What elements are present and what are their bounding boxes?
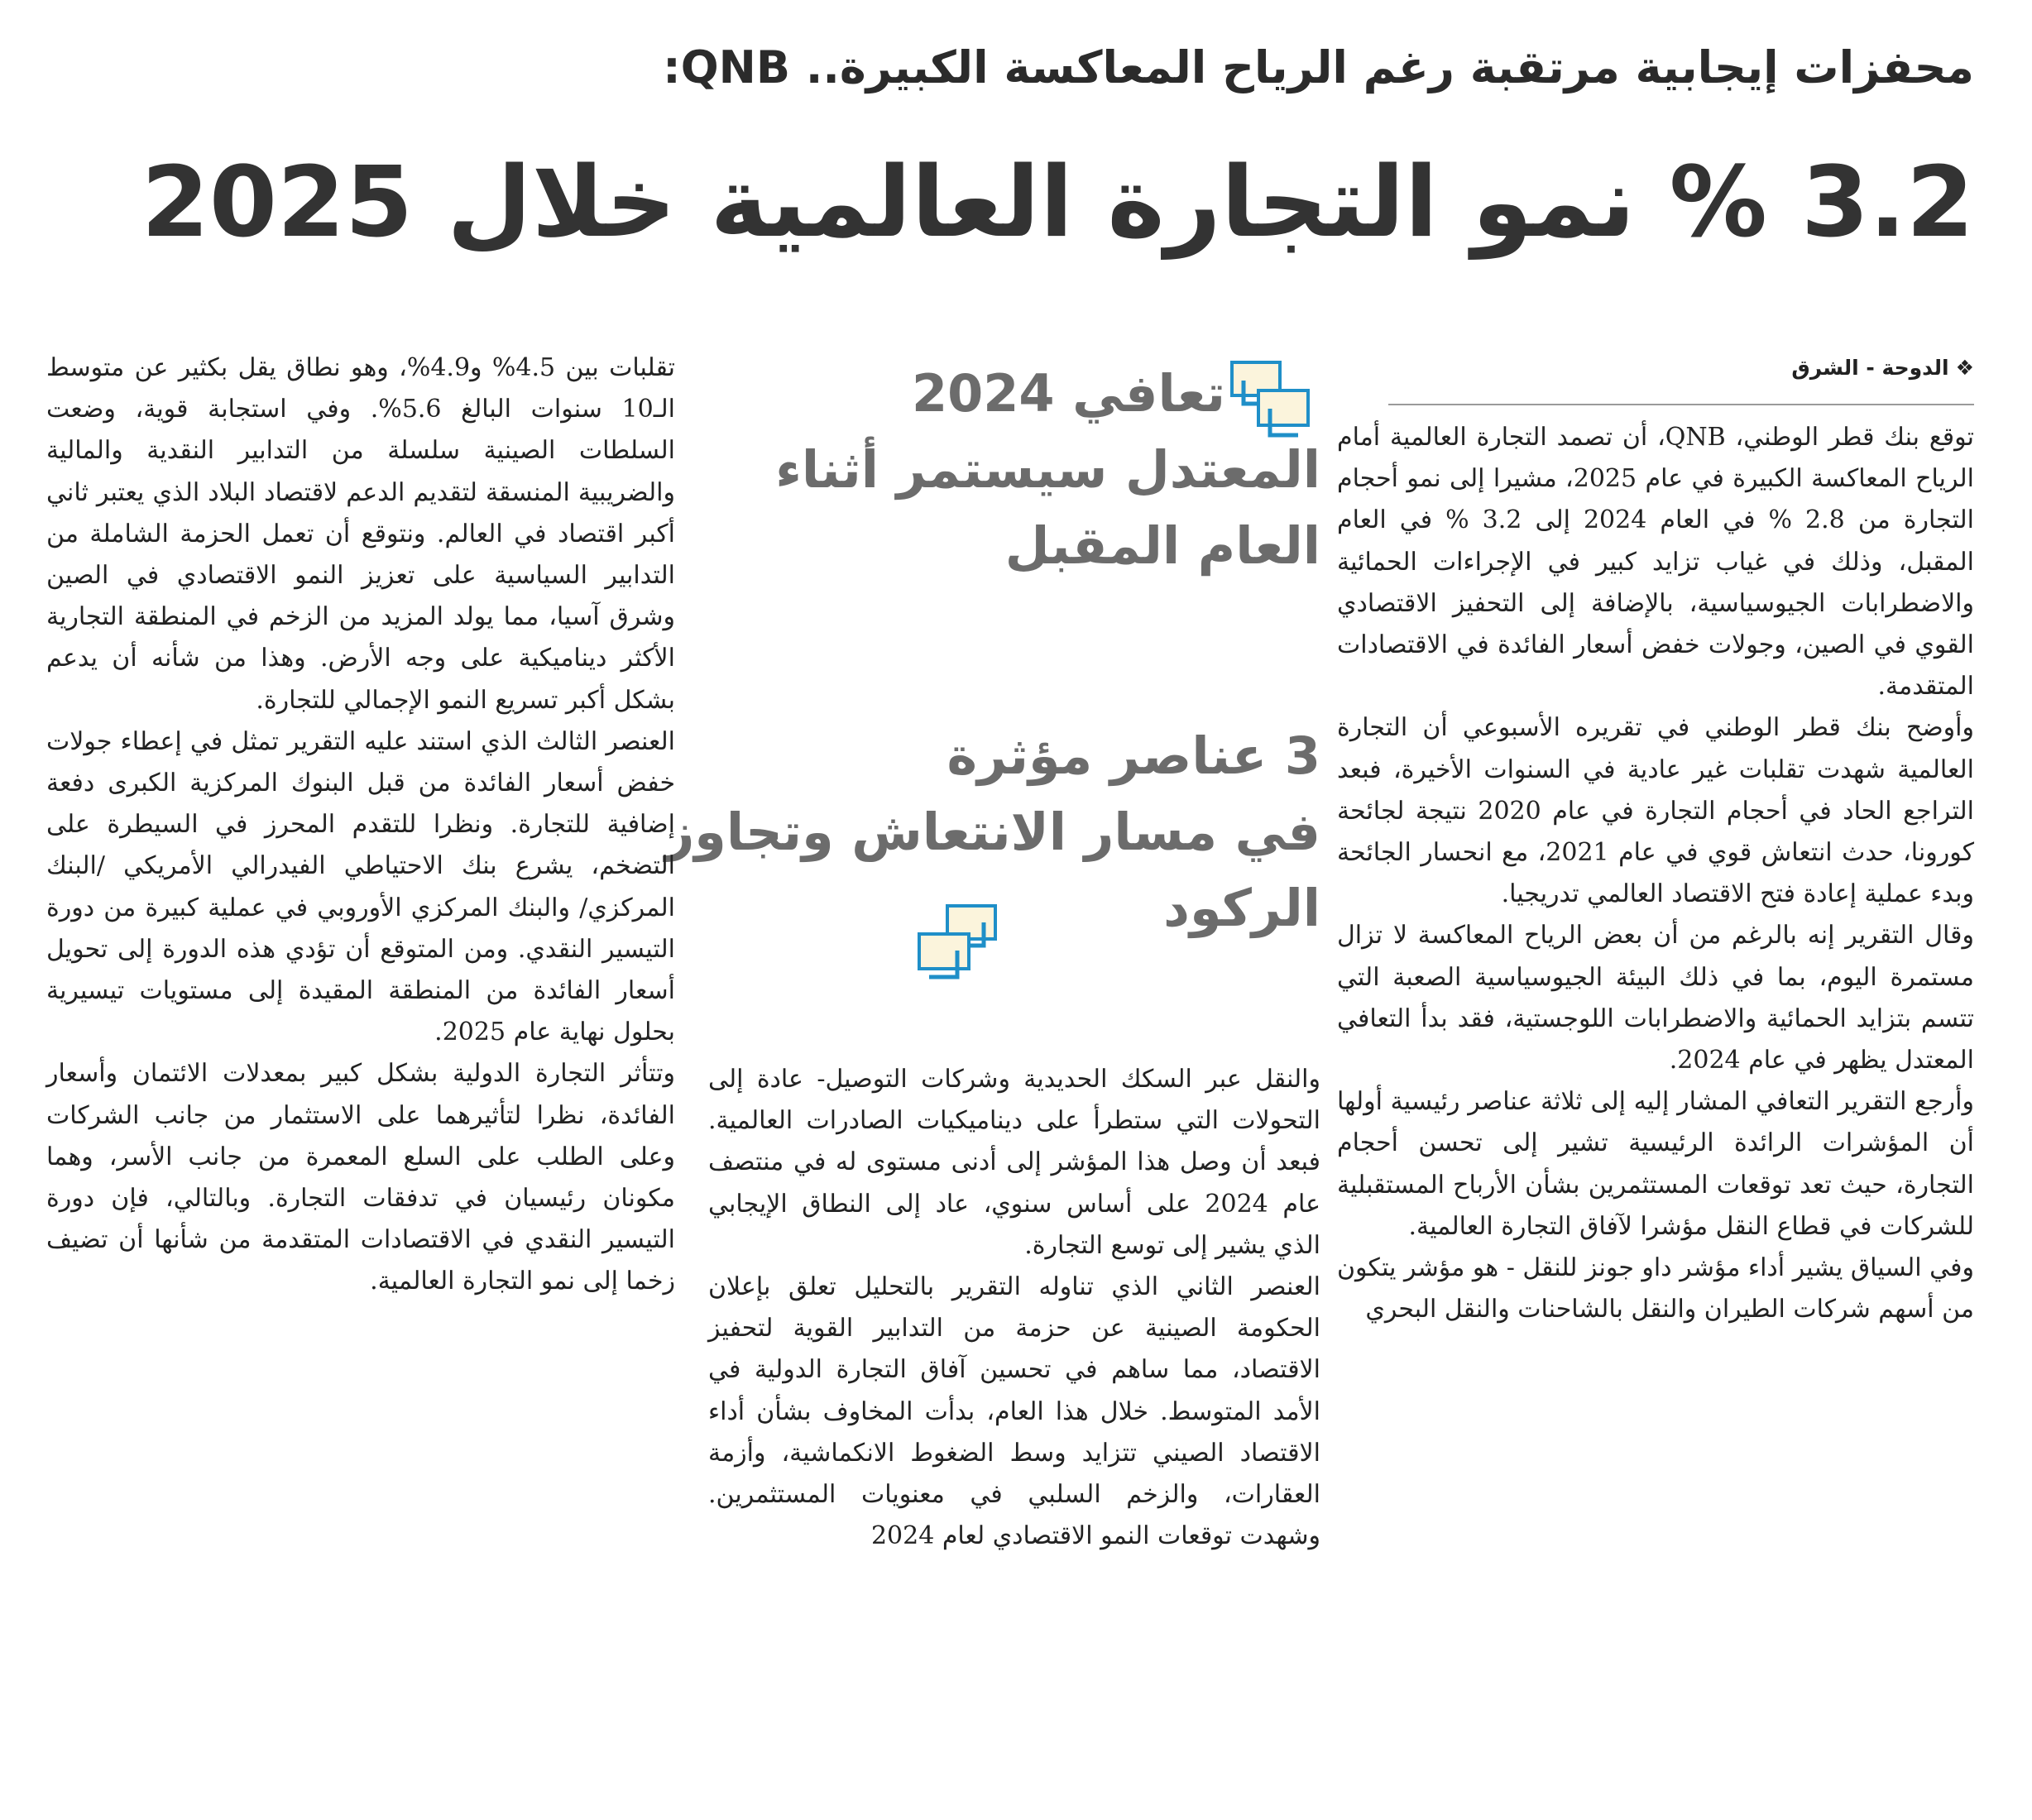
article-headline: 3.2 % نمو التجارة العالمية خلال 2025: [141, 145, 1974, 259]
paragraph: العنصر الثالث الذي استند عليه التقرير تمثل في إعطاء جولات خفض أسعار الفائدة من قبل البنوك المركزية الكبرى دفعة إضافية للتجارة. ونظرا للتقدم المحرز في السيطرة على التضخم، يشرع بنك الاحتياطي الفيدرالي الأمريكي /البنك المركزي/ والبنك المركزي الأوروبي في عملية كبيرة من دورة التيسير النقدي. ومن المتوقع أن تؤدي هذه الدورة إلى تحويل أسعار الفائدة من المنطقة المقيدة إلى مستويات تيسيرية بحلول نهاية عام 2025.: [46, 726, 675, 1047]
dateline: [1337, 347, 1974, 389]
dateline-text: الدوحة - الشرق: [1791, 356, 1949, 380]
paragraph: وأرجع التقرير التعافي المشار إليه إلى ثلاثة عناصر رئيسية أولها أن المؤشرات الرائدة الرئيسية تشير إلى تحسن أحجام التجارة، حيث تعد توقعات المستثمرين بشأن الأرباح المستقبلية للشركات في قطاع النقل مؤشرا لآفاق التجارة العالمية.: [1337, 1087, 1974, 1241]
pull-quote-line: الركود: [1163, 878, 1320, 938]
pull-quote-line: 3 عناصر مؤثرة: [947, 726, 1320, 786]
pull-quote-line: العام المقبل: [1004, 515, 1320, 576]
pull-quote-line: في مسار الانتعاش وتجاوز: [664, 802, 1320, 862]
quote-close-icon: [911, 898, 1002, 989]
paragraph: العنصر الثاني الذي تناوله التقرير بالتحليل تعلق بإعلان الحكومة الصينية عن حزمة من التدابير القوية لتحفيز الاقتصاد، مما ساهم في تحسين آفاق التجارة الدولية في الأمد المتوسط. خلال هذا العام، بدأت المخاوف بشأن أداء الاقتصاد الصيني تتزايد وسط الضغوط الانكماشية، وأزمة العقارات، والزخم السلبي في معنويات المستثمرين. وشهدت توقعات النمو الاقتصادي لعام 2024: [708, 1272, 1320, 1551]
paragraph: والنقل عبر السكك الحديدية وشركات التوصيل- عادة إلى التحولات التي ستطرأ على ديناميكيات الصادرات العالمية. فبعد أن وصل هذا المؤشر إلى أدنى مستوى له في منتصف عام 2024 على أساس سنوي، عاد إلى النطاق الإيجابي الذي يشير إلى توسع التجارة.: [708, 1065, 1321, 1260]
paragraph: توقع بنك قطر الوطني، QNB، أن تصمد التجارة العالمية أمام الرياح المعاكسة الكبيرة في عام 2025، مشيرا إلى نمو أحجام التجارة من 2.8 % في العام 2024 إلى 3.2 % في العام المقبل، وذلك في غياب تزايد كبير في الإجراءات الحمائية والاضطرابات الجيوسياسية، بالإضافة إلى التحفيز الاقتصادي القوي في الصين، وجولات خفض أسعار الفائدة في الاقتصادات المتقدمة.: [1337, 423, 1975, 702]
article-column-middle: [708, 1059, 1320, 1557]
pull-quote-line: تعافي 2024: [911, 363, 1225, 424]
paragraph: وأوضح بنك قطر الوطني في تقريره الأسبوعي أن التجارة العالمية شهدت تقلبات غير عادية في السنوات الأخيرة، فبعد التراجع الحاد في أحجام التجارة في عام 2020 نتيجة لجائحة كورونا، حدث انتعاش قوي في عام 2021، مع انحسار الجائحة وبدء عملية إعادة فتح الاقتصاد العالمي تدريجيا.: [1337, 713, 1975, 909]
article-column-left: [46, 347, 675, 1303]
paragraph: وفي السياق يشير أداء مؤشر داو جونز للنقل - هو مؤشر يتكون من أسهم شركات الطيران والنقل بالشاحنات والنقل البحري: [1337, 1253, 1974, 1324]
pull-quote-recovery: [708, 356, 1320, 584]
pull-quote-line: المعتدل سيستمر أثناء: [775, 439, 1320, 500]
paragraph: وتتأثر التجارة الدولية بشكل كبير بمعدلات الائتمان وأسعار الفائدة، نظرا لتأثيرهما على الاستثمار من جانب الشركات وعلى الطلب على السلع المعمرة من جانب الأسر، وهما مكونان رئيسيان في تدفقات التجارة. وبالتالي، فإن دورة التيسير النقدي في الاقتصادات المتقدمة من شأنها أن تضيف زخما إلى نمو التجارة العالمية.: [46, 1059, 675, 1296]
paragraph: وقال التقرير إنه بالرغم من أن بعض الرياح المعاكسة لا تزال مستمرة اليوم، بما في ذلك البيئة الجيوسياسية الصعبة التي تتسم بتزايد الحمائية والاضطرابات اللوجستية، فقد بدأ التعافي المعتدل يظهر في عام 2024.: [1337, 921, 1975, 1075]
dateline-diamond-icon: ❖: [1955, 356, 1974, 380]
dateline-divider: [1388, 404, 1974, 405]
article-kicker: محفزات إيجابية مرتقبة رغم الرياح المعاكسة الكبيرة.. QNB:: [663, 41, 1974, 93]
article-column-right: [1337, 347, 1974, 1330]
paragraph: تقلبات بين 4.5% و4.9%، وهو نطاق يقل بكثير عن متوسط الـ10 سنوات البالغ 5.6%. وفي استجابة قوية، وضعت السلطات الصينية سلسلة من التدابير النقدية والمالية والضريبية المنسقة لتقديم الدعم لاقتصاد البلاد الذي يعتبر ثاني أكبر اقتصاد في العالم. ونتوقع أن تعمل الحزمة الشاملة من التدابير السياسية على تعزيز النمو الاقتصادي في الصين وشرق آسيا، مما يولد المزيد من الزخم في المنطقة التجارية الأكثر ديناميكية على وجه الأرض. وهذا من شأنه أن يدعم بشكل أكبر تسريع النمو الإجمالي للتجارة.: [46, 353, 675, 715]
pull-quote-three-factors: [664, 718, 1320, 946]
